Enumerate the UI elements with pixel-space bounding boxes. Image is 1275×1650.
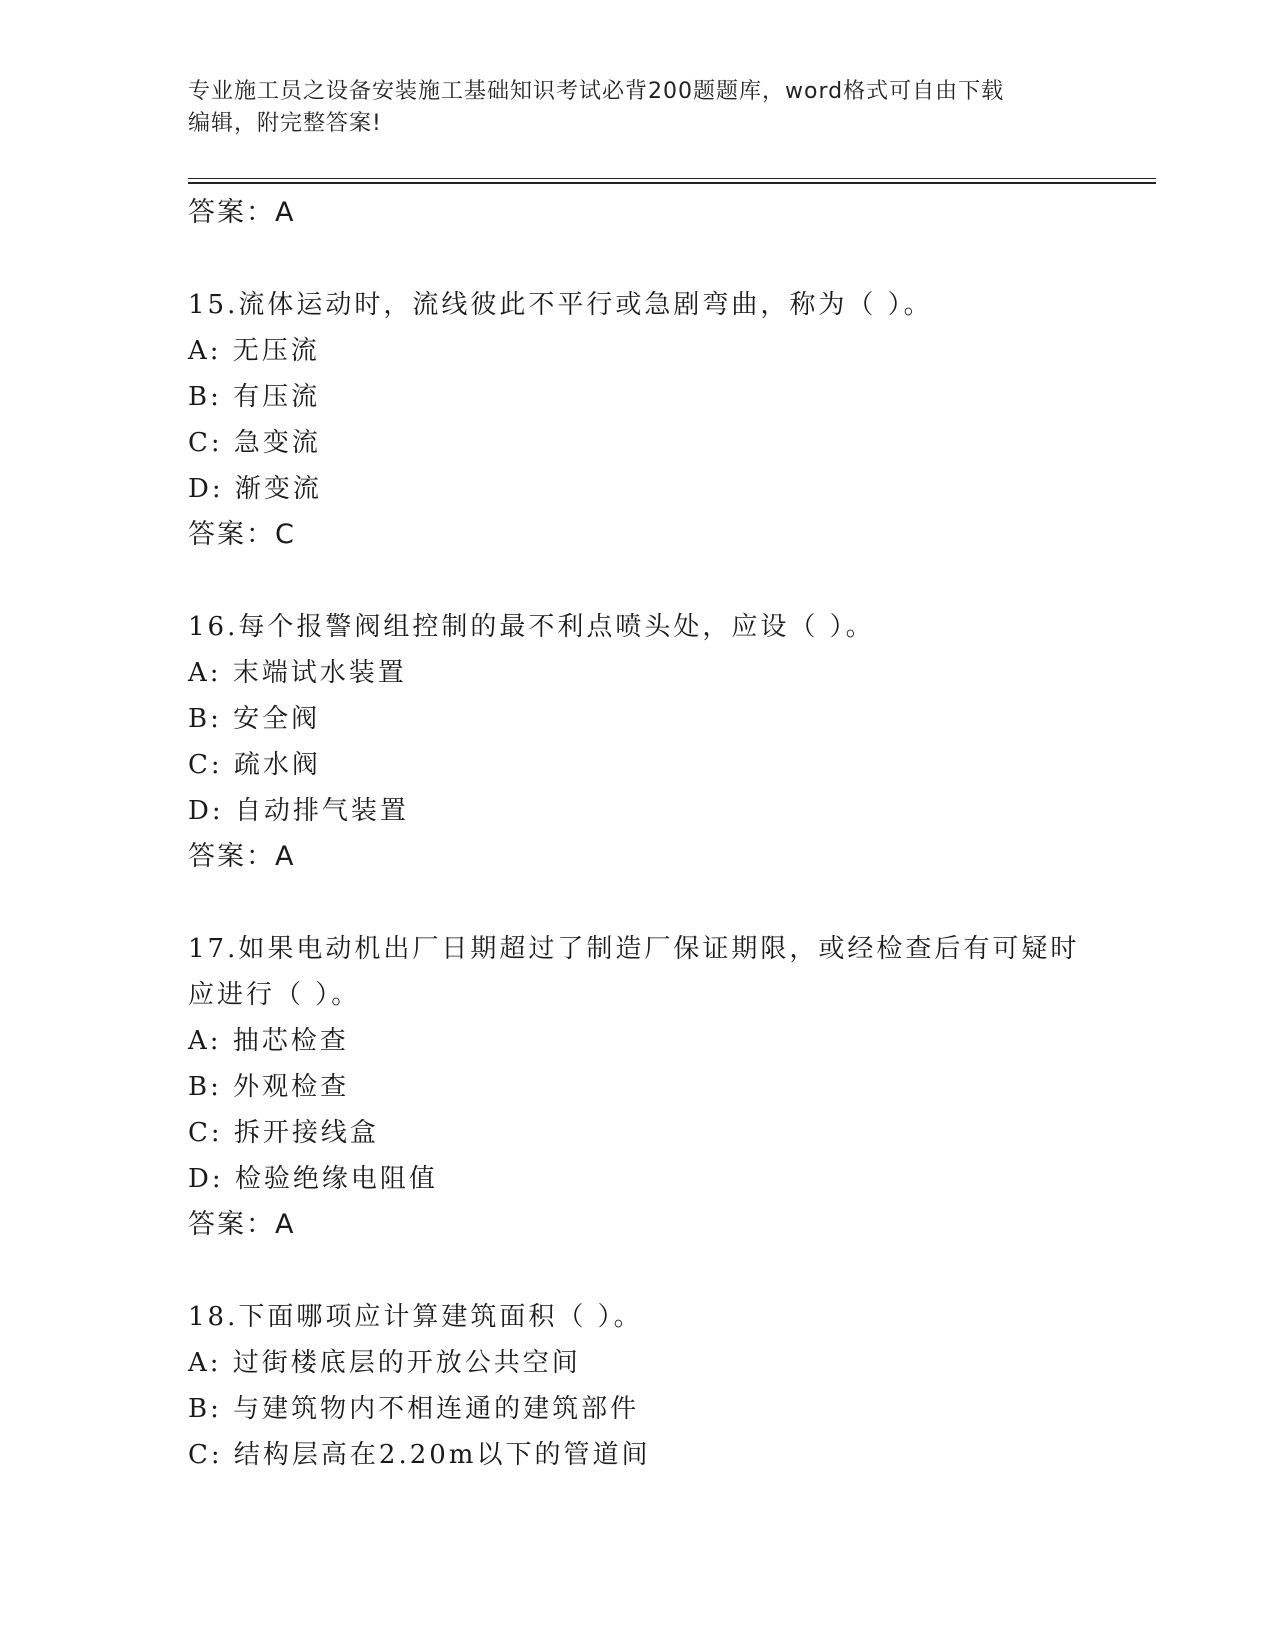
option-a: A: 无压流 — [188, 336, 320, 366]
spacer — [188, 1248, 1148, 1294]
question-17 — [188, 926, 1148, 1248]
option-d: D: 渐变流 — [188, 474, 322, 504]
option-c: C: 结构层高在2.20m以下的管道间 — [188, 1440, 651, 1470]
option-b: B: 安全阀 — [188, 704, 321, 734]
option-a: A: 抽芯检查 — [188, 1026, 349, 1056]
header-line-2: 编辑，附完整答案! — [188, 111, 382, 136]
question-title: 18.下面哪项应计算建筑面积（ ）。 — [188, 1302, 643, 1332]
question-15 — [188, 282, 1148, 558]
spacer — [188, 880, 1148, 926]
option-b: B: 与建筑物内不相连通的建筑部件 — [188, 1394, 640, 1424]
question-list — [188, 190, 1148, 1478]
header-line-1: 专业施工员之设备安装施工基础知识考试必背200题题库，word格式可自由下载 — [188, 79, 1005, 104]
option-b: B: 有压流 — [188, 382, 321, 412]
question-title-line-1: 17.如果电动机出厂日期超过了制造厂保证期限，或经检查后有可疑时 — [188, 934, 1080, 964]
question-16 — [188, 604, 1148, 880]
answer: 答案：C — [188, 519, 296, 550]
document-header — [188, 76, 1088, 140]
question-title: 15.流体运动时，流线彼此不平行或急剧弯曲，称为（ ）。 — [188, 290, 933, 320]
header-divider-thick — [188, 182, 1156, 184]
option-a: A: 末端试水装置 — [188, 658, 407, 688]
option-d: D: 检验绝缘电阻值 — [188, 1164, 438, 1194]
answer: 答案：A — [188, 1209, 296, 1240]
spacer — [188, 558, 1148, 604]
option-c: C: 拆开接线盒 — [188, 1118, 379, 1148]
spacer — [188, 236, 1148, 282]
option-c: C: 急变流 — [188, 428, 321, 458]
option-d: D: 自动排气装置 — [188, 796, 409, 826]
header-divider-thin — [188, 178, 1156, 179]
answer: 答案：A — [188, 841, 296, 872]
question-title: 16.每个报警阀组控制的最不利点喷头处，应设（ ）。 — [188, 612, 875, 642]
question-18 — [188, 1294, 1148, 1478]
previous-answer: 答案：A — [188, 197, 296, 228]
option-a: A: 过街楼底层的开放公共空间 — [188, 1348, 581, 1378]
option-b: B: 外观检查 — [188, 1072, 350, 1102]
question-title-line-2: 应进行（ ）。 — [188, 980, 361, 1010]
option-c: C: 疏水阀 — [188, 750, 321, 780]
